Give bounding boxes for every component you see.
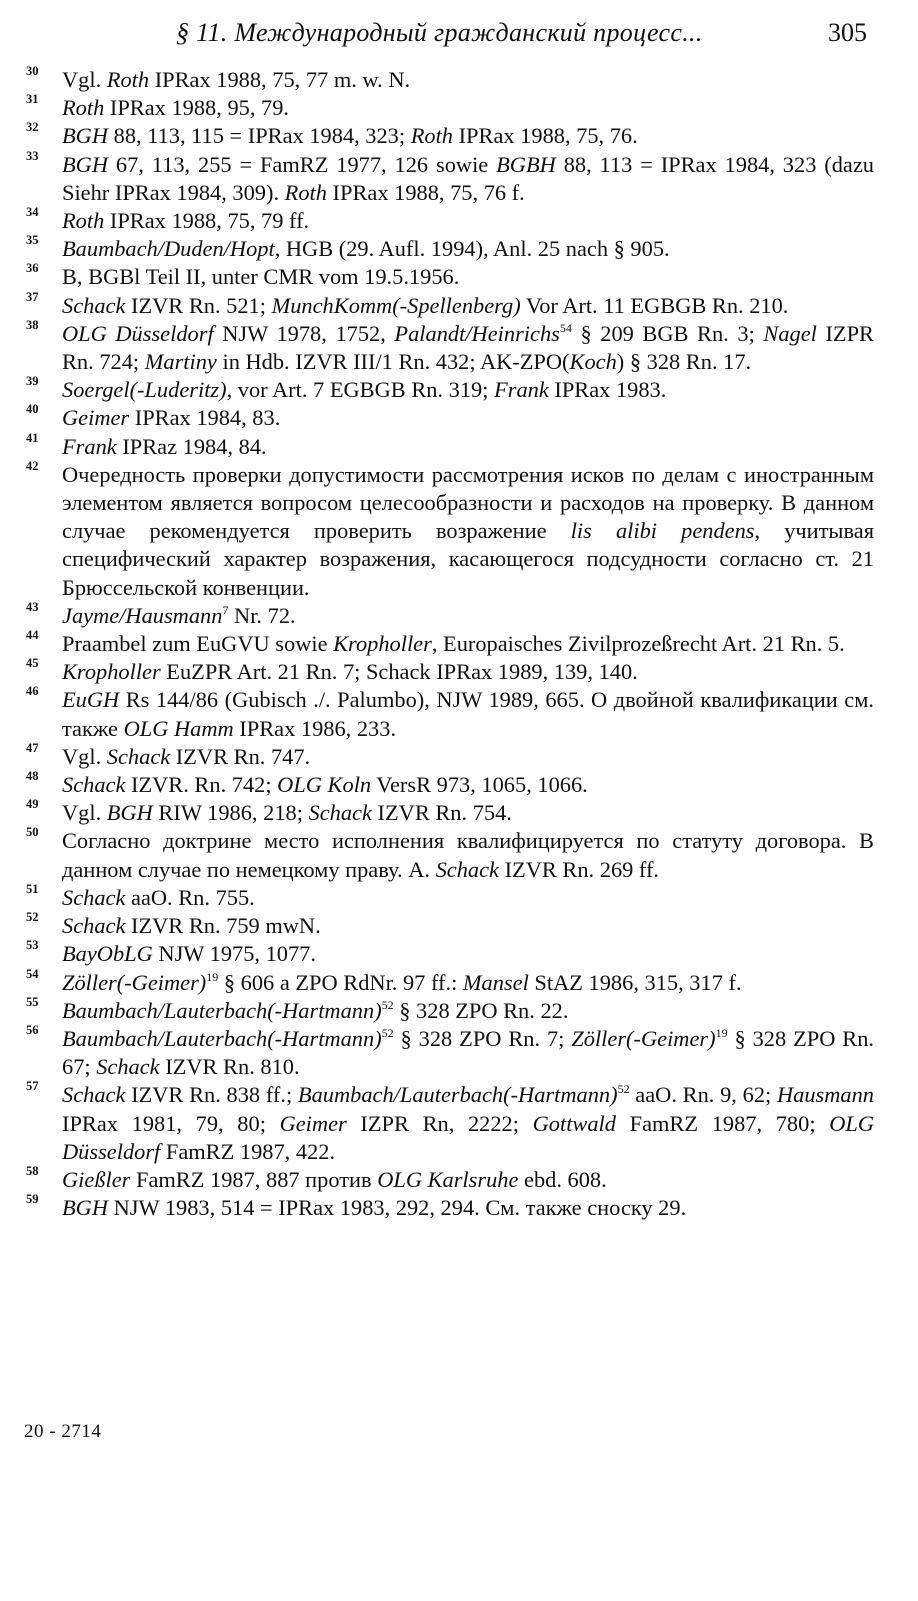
footnote bbox=[22, 1194, 874, 1222]
italic-citation: BayObLG bbox=[62, 941, 153, 967]
footnote-number: 55 bbox=[26, 994, 39, 1009]
footnote-number: 49 bbox=[26, 797, 39, 812]
text-run: IPRax 1988, 75, 76. bbox=[453, 123, 638, 149]
text-run: § 606 a ZPO RdNr. 97 ff.: bbox=[218, 969, 463, 995]
italic-citation: BGBH bbox=[496, 151, 556, 177]
footnote bbox=[22, 263, 874, 291]
footnote-text bbox=[62, 631, 845, 656]
footnote-text bbox=[62, 687, 874, 740]
footnote bbox=[22, 458, 874, 602]
footnote-text bbox=[62, 264, 459, 289]
text-run: § 209 BGB Rn. 3; bbox=[571, 320, 764, 346]
italic-citation: Roth bbox=[106, 67, 150, 92]
italic-citation: MunchKomm(-Spellenberg) bbox=[271, 292, 521, 318]
footnote-text bbox=[62, 152, 874, 205]
footnote bbox=[22, 404, 874, 432]
italic-citation: Mansel bbox=[462, 969, 529, 995]
footnote-text bbox=[62, 744, 310, 769]
footnote-text bbox=[62, 970, 742, 995]
footnote-number: 41 bbox=[26, 430, 39, 445]
text-run: IZVR. Rn. 742; bbox=[125, 772, 278, 798]
footnote-number: 30 bbox=[26, 64, 39, 78]
italic-citation: Schack bbox=[96, 1054, 160, 1080]
footnote-number: 31 bbox=[26, 92, 39, 107]
footnote bbox=[22, 658, 874, 686]
footnote-text bbox=[62, 1167, 607, 1192]
italic-citation: Baumbach/Lauterbach(-Hartmann) bbox=[62, 1025, 382, 1051]
footnote-text bbox=[62, 772, 588, 797]
text-run: aaO. Rn. 9, 62; bbox=[629, 1082, 777, 1108]
italic-citation: OLG Düsseldorf bbox=[62, 320, 214, 346]
footnote-number: 47 bbox=[26, 740, 39, 755]
text-run: IZVR Rn. 759 mwN. bbox=[125, 913, 321, 939]
footnote-number: 40 bbox=[26, 402, 39, 417]
text-run: IZVR Rn. 810. bbox=[159, 1054, 300, 1080]
italic-citation: Kropholler bbox=[62, 659, 161, 685]
italic-citation: Nagel bbox=[763, 320, 817, 346]
italic-citation: Roth bbox=[62, 208, 105, 234]
footnote bbox=[22, 1022, 875, 1081]
italic-citation: Zöller(-Geimer) bbox=[571, 1025, 716, 1051]
reference-superscript: 54 bbox=[559, 320, 572, 335]
footnote-number: 36 bbox=[26, 261, 39, 276]
italic-citation: Gottwald bbox=[532, 1110, 616, 1136]
text-run: IPRax 1984, 83. bbox=[129, 405, 281, 431]
italic-citation: Palandt/Heinrichs bbox=[394, 320, 560, 346]
italic-citation: Roth bbox=[284, 179, 327, 205]
footnote bbox=[22, 317, 874, 376]
text-run: NJW 1983, 514 = IPRax 1983, 292, 294. См. также сноску 29. bbox=[108, 1195, 687, 1221]
italic-citation: Schack bbox=[308, 800, 372, 826]
text-run: StAZ 1986, 315, 317 f. bbox=[528, 969, 742, 995]
footnote bbox=[22, 799, 874, 827]
text-run: IPRax 1988, 75, 79 ff. bbox=[104, 208, 310, 234]
text-run: IPRax 1988, 95, 79. bbox=[104, 95, 290, 121]
footnote-text bbox=[62, 321, 874, 374]
footnote-text bbox=[62, 1082, 874, 1163]
footnote-number: 38 bbox=[26, 317, 39, 332]
italic-citation: Baumbach/Lauterbach(-Hartmann) bbox=[297, 1082, 618, 1108]
footnote-text bbox=[62, 659, 638, 684]
footnote bbox=[22, 1081, 874, 1166]
footnote-text bbox=[62, 236, 670, 261]
text-run: IPRax 1981, 79, 80; bbox=[62, 1110, 280, 1136]
footnote-number: 45 bbox=[26, 656, 39, 671]
footnote-number: 58 bbox=[26, 1163, 39, 1178]
footnote-number: 35 bbox=[26, 233, 39, 248]
text-run: 88, 113 = IPRax 1984, 323 (dazu Siehr IPRax 1984, 309). bbox=[62, 151, 874, 205]
footnote-text bbox=[62, 208, 309, 233]
italic-citation: Schack bbox=[62, 1082, 126, 1108]
text-run: , HGB (29. Aufl. 1994), Anl. 25 nach § 905. bbox=[274, 236, 670, 262]
italic-citation: Roth bbox=[410, 123, 453, 149]
text-run: Vor Art. 11 EGBGB Rn. 210. bbox=[520, 292, 789, 318]
reference-superscript: 19 bbox=[715, 1025, 728, 1040]
italic-citation: Baumbach/Lauterbach(-Hartmann) bbox=[62, 997, 382, 1023]
text-run: in Hdb. IZVR III/1 Rn. 432; AK-ZPO( bbox=[216, 349, 570, 375]
footnote-number: 48 bbox=[26, 769, 39, 784]
text-run: Очередность проверки допустимости рассмотрения исков по делам с иностранным элементом является вопросом целесообразности и расходов на проверку. В данном случае рекомендуется проверить возражение bbox=[62, 461, 874, 544]
footnote-text bbox=[62, 603, 296, 628]
footnote-text bbox=[62, 462, 874, 600]
text-run: IPRax 1988, 75, 77 m. w. N. bbox=[149, 67, 411, 92]
footnote-text bbox=[62, 95, 289, 120]
italic-citation: Geimer bbox=[62, 405, 130, 431]
italic-citation: Gießler bbox=[62, 1166, 131, 1192]
footnote-number: 34 bbox=[26, 205, 39, 220]
footnote-text bbox=[62, 293, 788, 318]
footnote-number: 44 bbox=[26, 628, 39, 643]
footnote bbox=[22, 881, 874, 912]
footnote bbox=[22, 430, 874, 461]
italic-citation: BGH bbox=[62, 151, 109, 177]
text-run: Vgl. bbox=[62, 743, 107, 769]
footnote-number: 51 bbox=[26, 881, 39, 896]
footnote bbox=[22, 1163, 874, 1194]
italic-citation: OLG Karlsruhe bbox=[377, 1166, 519, 1192]
italic-citation: Schack bbox=[62, 292, 126, 318]
footnote-number: 37 bbox=[26, 289, 39, 304]
footnote bbox=[22, 966, 874, 997]
italic-citation: OLG Hamm bbox=[123, 715, 234, 741]
text-run: IPRax 1986, 233. bbox=[233, 715, 397, 741]
footnote-text bbox=[62, 405, 280, 430]
printer-signature: 20 - 2714 bbox=[24, 1421, 102, 1442]
italic-citation: Soergel(-Luderitz) bbox=[62, 377, 227, 403]
italic-citation: EuGH bbox=[62, 687, 120, 713]
footnote-number: 59 bbox=[26, 1192, 39, 1207]
italic-citation: Kropholler bbox=[333, 631, 432, 657]
footnote-number: 57 bbox=[26, 1079, 39, 1094]
text-run: FamRZ 1987, 887 против bbox=[130, 1166, 378, 1192]
footnote-text bbox=[62, 828, 874, 881]
text-run: Vgl. bbox=[62, 800, 107, 826]
text-run: FamRZ 1987, 780; bbox=[615, 1110, 830, 1136]
text-run: IPRaz 1984, 84. bbox=[116, 433, 267, 459]
text-run: § 328 ZPO Rn. 7; bbox=[393, 1025, 572, 1051]
footnote-text bbox=[62, 885, 255, 910]
reference-superscript: 52 bbox=[617, 1082, 630, 1097]
footnote-text bbox=[62, 800, 512, 825]
footnote-text bbox=[62, 1195, 686, 1220]
reference-superscript: 19 bbox=[206, 969, 219, 984]
italic-citation: BGH bbox=[106, 800, 153, 826]
text-run: ) § 328 Rn. 17. bbox=[616, 349, 752, 375]
text-run: § 328 ZPO Rn. 67; bbox=[62, 1025, 875, 1080]
text-run: 88, 113, 115 = IPRax 1984, 323; bbox=[108, 123, 411, 149]
footnote bbox=[22, 235, 874, 263]
text-run: Vgl. bbox=[62, 67, 107, 92]
italic-citation: Frank bbox=[494, 377, 549, 403]
reference-superscript: 52 bbox=[381, 997, 394, 1012]
text-run: Nr. 72. bbox=[228, 602, 296, 628]
italic-citation: Schack bbox=[62, 913, 126, 939]
text-run: IZVR Rn. 747. bbox=[170, 743, 311, 769]
italic-citation: Frank bbox=[62, 433, 117, 459]
footnotes-list bbox=[22, 66, 874, 1222]
text-run: Согласно доктрине место исполнения квалифицируется по статуту договора. В данном случае по немецкому праву. А. bbox=[62, 828, 874, 882]
text-run: VersR 973, 1065, 1066. bbox=[371, 772, 588, 798]
footnote bbox=[22, 289, 874, 320]
italic-citation: Schack bbox=[62, 884, 126, 910]
italic-citation: OLG Düsseldorf bbox=[62, 1110, 874, 1164]
footnote-text bbox=[62, 67, 410, 92]
footnote-number: 53 bbox=[26, 938, 39, 953]
footnote-number: 42 bbox=[26, 458, 39, 473]
footnote-text bbox=[62, 434, 267, 459]
italic-citation: Schack bbox=[106, 743, 171, 769]
text-run: EuZPR Art. 21 Rn. 7; Schack IPRax 1989, 139, 140. bbox=[160, 659, 638, 685]
footnote-number: 56 bbox=[26, 1022, 39, 1037]
reference-superscript: 7 bbox=[222, 602, 229, 617]
footnote bbox=[22, 376, 874, 404]
italic-citation: Baumbach/Duden/Hopt bbox=[62, 236, 275, 262]
footnote-number: 50 bbox=[26, 825, 39, 840]
footnote-text bbox=[62, 1026, 874, 1079]
text-run: IPRax 1983. bbox=[548, 377, 667, 403]
text-run: ebd. 608. bbox=[518, 1166, 607, 1192]
footnote bbox=[22, 122, 874, 150]
footnote bbox=[22, 148, 874, 207]
footnote-number: 33 bbox=[26, 148, 39, 163]
footnote-number: 46 bbox=[26, 684, 39, 699]
footnote-text bbox=[62, 998, 568, 1023]
footnote bbox=[22, 940, 874, 968]
footnote bbox=[22, 599, 874, 630]
text-run: § 328 ZPO Rn. 22. bbox=[393, 997, 569, 1023]
footnote-number: 43 bbox=[26, 599, 39, 614]
footnote bbox=[22, 912, 874, 940]
footnote bbox=[22, 207, 874, 235]
italic-citation: Jayme/Hausmann bbox=[62, 602, 223, 628]
text-run: IZVR Rn. 269 ff. bbox=[498, 856, 660, 882]
italic-citation: Schack bbox=[435, 856, 499, 882]
page-number: 305 bbox=[828, 18, 867, 47]
running-header bbox=[0, 18, 918, 54]
footnote bbox=[22, 827, 874, 883]
footnote bbox=[22, 994, 874, 1025]
italic-citation: OLG Koln bbox=[277, 772, 372, 798]
chapter-title: § 11. Международный гражданский процесс... bbox=[176, 18, 703, 47]
footnote-number: 39 bbox=[26, 374, 39, 389]
italic-citation: Hausmann bbox=[776, 1082, 874, 1108]
footnote-number: 52 bbox=[26, 910, 39, 925]
footnote-text bbox=[62, 377, 666, 402]
footnote bbox=[22, 66, 874, 94]
footnote-text bbox=[62, 941, 316, 966]
italic-citation: Zöller(-Geimer) bbox=[62, 969, 207, 995]
italic-citation: Schack bbox=[62, 772, 126, 798]
footnote-number: 32 bbox=[26, 120, 39, 135]
text-run: IPRax 1988, 75, 76 f. bbox=[326, 179, 525, 205]
text-run: Rs 144/86 (Gubisch ./. Palumbo), NJW 1989, 665. О двойной квалификации см. также bbox=[62, 687, 874, 741]
reference-superscript: 52 bbox=[381, 1025, 394, 1040]
italic-citation: Martiny bbox=[144, 349, 217, 375]
text-run: IZVR Rn. 521; bbox=[125, 292, 272, 318]
text-run: , Europaisches Zivilprozeßrecht Art. 21 Rn. 5. bbox=[431, 631, 845, 657]
italic-citation: lis alibi pendens bbox=[570, 518, 755, 544]
text-run: NJW 1978, 1752, bbox=[213, 320, 395, 346]
italic-citation: Roth bbox=[62, 95, 105, 121]
italic-citation: BGH bbox=[62, 1195, 109, 1221]
text-run: IZVR Rn. 838 ff.; bbox=[125, 1082, 298, 1108]
footnote-number: 54 bbox=[26, 966, 39, 981]
text-run: Praambel zum EuGVU sowie bbox=[62, 631, 334, 657]
footnote-text bbox=[62, 123, 638, 148]
text-run: IZPR Rn, 2222; bbox=[346, 1110, 533, 1136]
text-run: IZVR Rn. 754. bbox=[371, 800, 512, 826]
text-run: FamRZ 1987, 422. bbox=[160, 1138, 336, 1164]
text-run: 67, 113, 255 = FamRZ 1977, 126 sowie bbox=[108, 151, 497, 177]
footnote bbox=[22, 740, 874, 771]
text-run: IZPR Rn. 724; bbox=[62, 320, 874, 375]
italic-citation: BGH bbox=[62, 123, 109, 149]
footnote bbox=[22, 686, 874, 742]
italic-citation: Koch bbox=[569, 349, 617, 375]
text-run: , vor Art. 7 EGBGB Rn. 319; bbox=[226, 377, 495, 403]
text-run: RIW 1986, 218; bbox=[152, 800, 309, 826]
text-run: NJW 1975, 1077. bbox=[152, 941, 316, 967]
text-run: aaO. Rn. 755. bbox=[125, 884, 255, 910]
footnote bbox=[22, 94, 874, 122]
text-run: B, BGBl Teil II, unter CMR vom 19.5.1956. bbox=[62, 264, 460, 290]
text-run: , учитывая специфический характер возражения, касающегося подсудности согласно ст. 21 Брюссельской конвенции. bbox=[62, 518, 874, 600]
footnote bbox=[22, 771, 874, 799]
italic-citation: Geimer bbox=[279, 1110, 347, 1136]
footnote bbox=[22, 630, 874, 658]
footnote-text bbox=[62, 913, 321, 938]
